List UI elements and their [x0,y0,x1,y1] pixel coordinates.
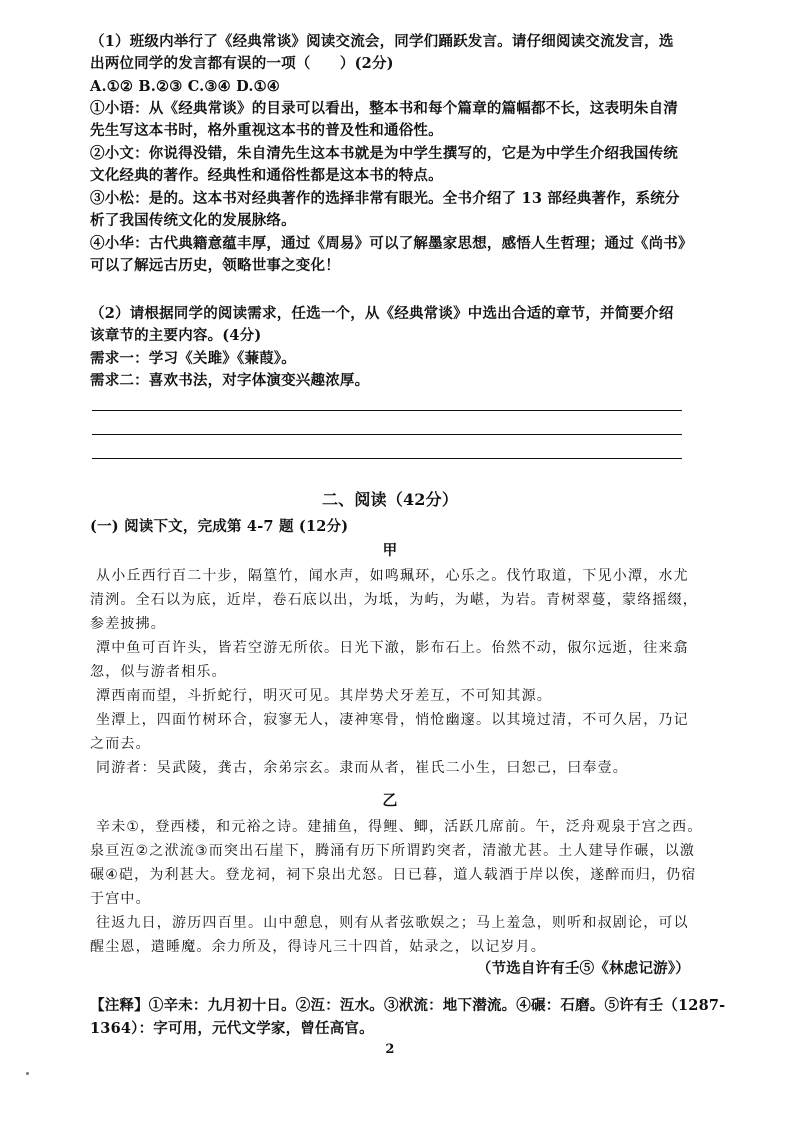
q1-stem-line-1: （1）班级内举行了《经典常谈》阅读交流会，同学们踊跃发言。请仔细阅读交流发言，选 [90,33,674,50]
notes-line: 【注释】①辛未：九月初十日。②沍：沍水。③洑流：地下潜流。④碾：石磨。⑤许有壬（1287- [90,997,726,1014]
q1-statement-line: 先生写这本书时，格外重视这本书的普及性和通俗性。 [90,122,443,139]
passage-jia-line: 从小丘西行百二十步，隔篁竹，闻水声，如鸣珮环，心乐之。伐竹取道，下见小潭，水尤 [96,568,689,584]
passage-jia-line: 潭西南而望，斗折蛇行，明灭可见。其岸势犬牙差互，不可知其源。 [96,688,552,704]
passage-yi-line: 碾④硙，为利甚大。登龙祠，祠下泉出尤怒。日已暮，道人载酒于岸以俟，遂醉而归，仍宿 [90,867,697,883]
q1-statement-line: ②小文：你说得没错，朱自清先生这本书就是为中学生撰写的，它是为中学生介绍我国传统 [90,145,678,162]
q1-stem-line-2: 出两位同学的发言都有误的一项（ ）(2分) [90,55,394,72]
passage-jia-line: 忽，似与游者相乐。 [90,664,227,680]
q2-need-1: 需求一：学习《关雎》《蒹葭》。 [90,350,296,367]
q1-statement-line: ①小语：从《经典常谈》的目录可以看出，整本书和每个篇章的篇幅都不长，这表明朱自清 [90,100,678,117]
notes-line: 1364）：字可用，元代文学家，曾任高官。 [90,1020,374,1037]
q1-options: A.①② B.②③ C.③④ D.①④ [90,78,280,95]
passage-yi-line: 泉亘沍②之洑流③而突出石崖下，腾涌有历下所谓趵突者，清澈尤甚。土人建导作碾，以激 [90,843,696,859]
passage-jia-line: 清洌。全石以为底，近岸，卷石底以出，为坻，为屿，为嵁，为岩。青树翠蔓，蒙络摇缀， [90,592,698,608]
passage-jia-heading: 甲 [382,542,398,559]
passage-jia-line: 同游者：吴武陵，龚古，余弟宗玄。隶而从者，崔氏二小生，曰恕己，曰奉壹。 [96,760,628,776]
passage-yi-line: 醒尘恩，遣睡魔。余力所及，得诗凡三十四首，姑录之，以记岁月。 [90,939,546,955]
passage-jia-line: 坐潭上，四面竹树环合，寂寥无人，凄神寒骨，悄怆幽邃。以其境过清，不可久居，乃记 [96,712,689,728]
passage-yi-line: 辛未①，登西楼，和元裕之诗。建捕鱼，得鲤、鲫，活跃几席前。午，泛舟观泉于宫之西。 [96,819,703,835]
q1-statement-line: ③小松：是的。这本书对经典著作的选择非常有眼光。全书介绍了 13 部经典著作，系统分 [90,190,680,207]
q2-stem-line-1: （2）请根据同学的阅读需求，任选一个，从《经典常谈》中选出合适的章节，并简要介绍 [90,305,674,322]
q1-statement-line: 可以了解远古历史，领略世事之变化！ [90,257,340,274]
passage-yi-line: 于宫中。 [90,891,151,907]
page-number: 2 [385,1042,395,1057]
passage-jia-line: 潭中鱼可百许头，皆若空游无所依。日光下澈，影布石上。佁然不动，俶尔远逝，往来翕 [96,640,689,656]
passage-jia-line: 参差披拂。 [90,616,166,632]
q1-statement-line: 析了我国传统文化的发展脉络。 [90,212,296,229]
q2-stem-line-2: 该章节的主要内容。(4分) [90,327,262,344]
section-title: 二、阅读（42分） [321,490,459,509]
answer-line [92,458,682,459]
q1-statement-line: ④小华：古代典籍意蕴丰厚，通过《周易》可以了解墨家思想，感悟人生哲理；通过《尚书》 [90,235,693,252]
passage-yi-line: 往返九日，游历四百里。山中憩息，则有从者弦歌娱之；马上羞急，则听和叔剧论，可以 [96,915,689,931]
passage-yi-source: （节选自许有壬⑤《林虑记游》） [476,960,690,977]
scan-dot [26,1072,29,1075]
passage-yi-heading: 乙 [382,791,398,809]
section-subtitle: (一) 阅读下文，完成第 4-7 题 (12分) [90,518,349,535]
answer-line [92,410,682,411]
passage-jia-line: 之而去。 [90,736,151,752]
q1-statement-line: 文化经典的著作。经典性和通俗性都是这本书的特点。 [90,167,443,184]
q2-need-2: 需求二：喜欢书法，对字体演变兴趣浓厚。 [90,372,370,389]
answer-line [92,434,682,435]
